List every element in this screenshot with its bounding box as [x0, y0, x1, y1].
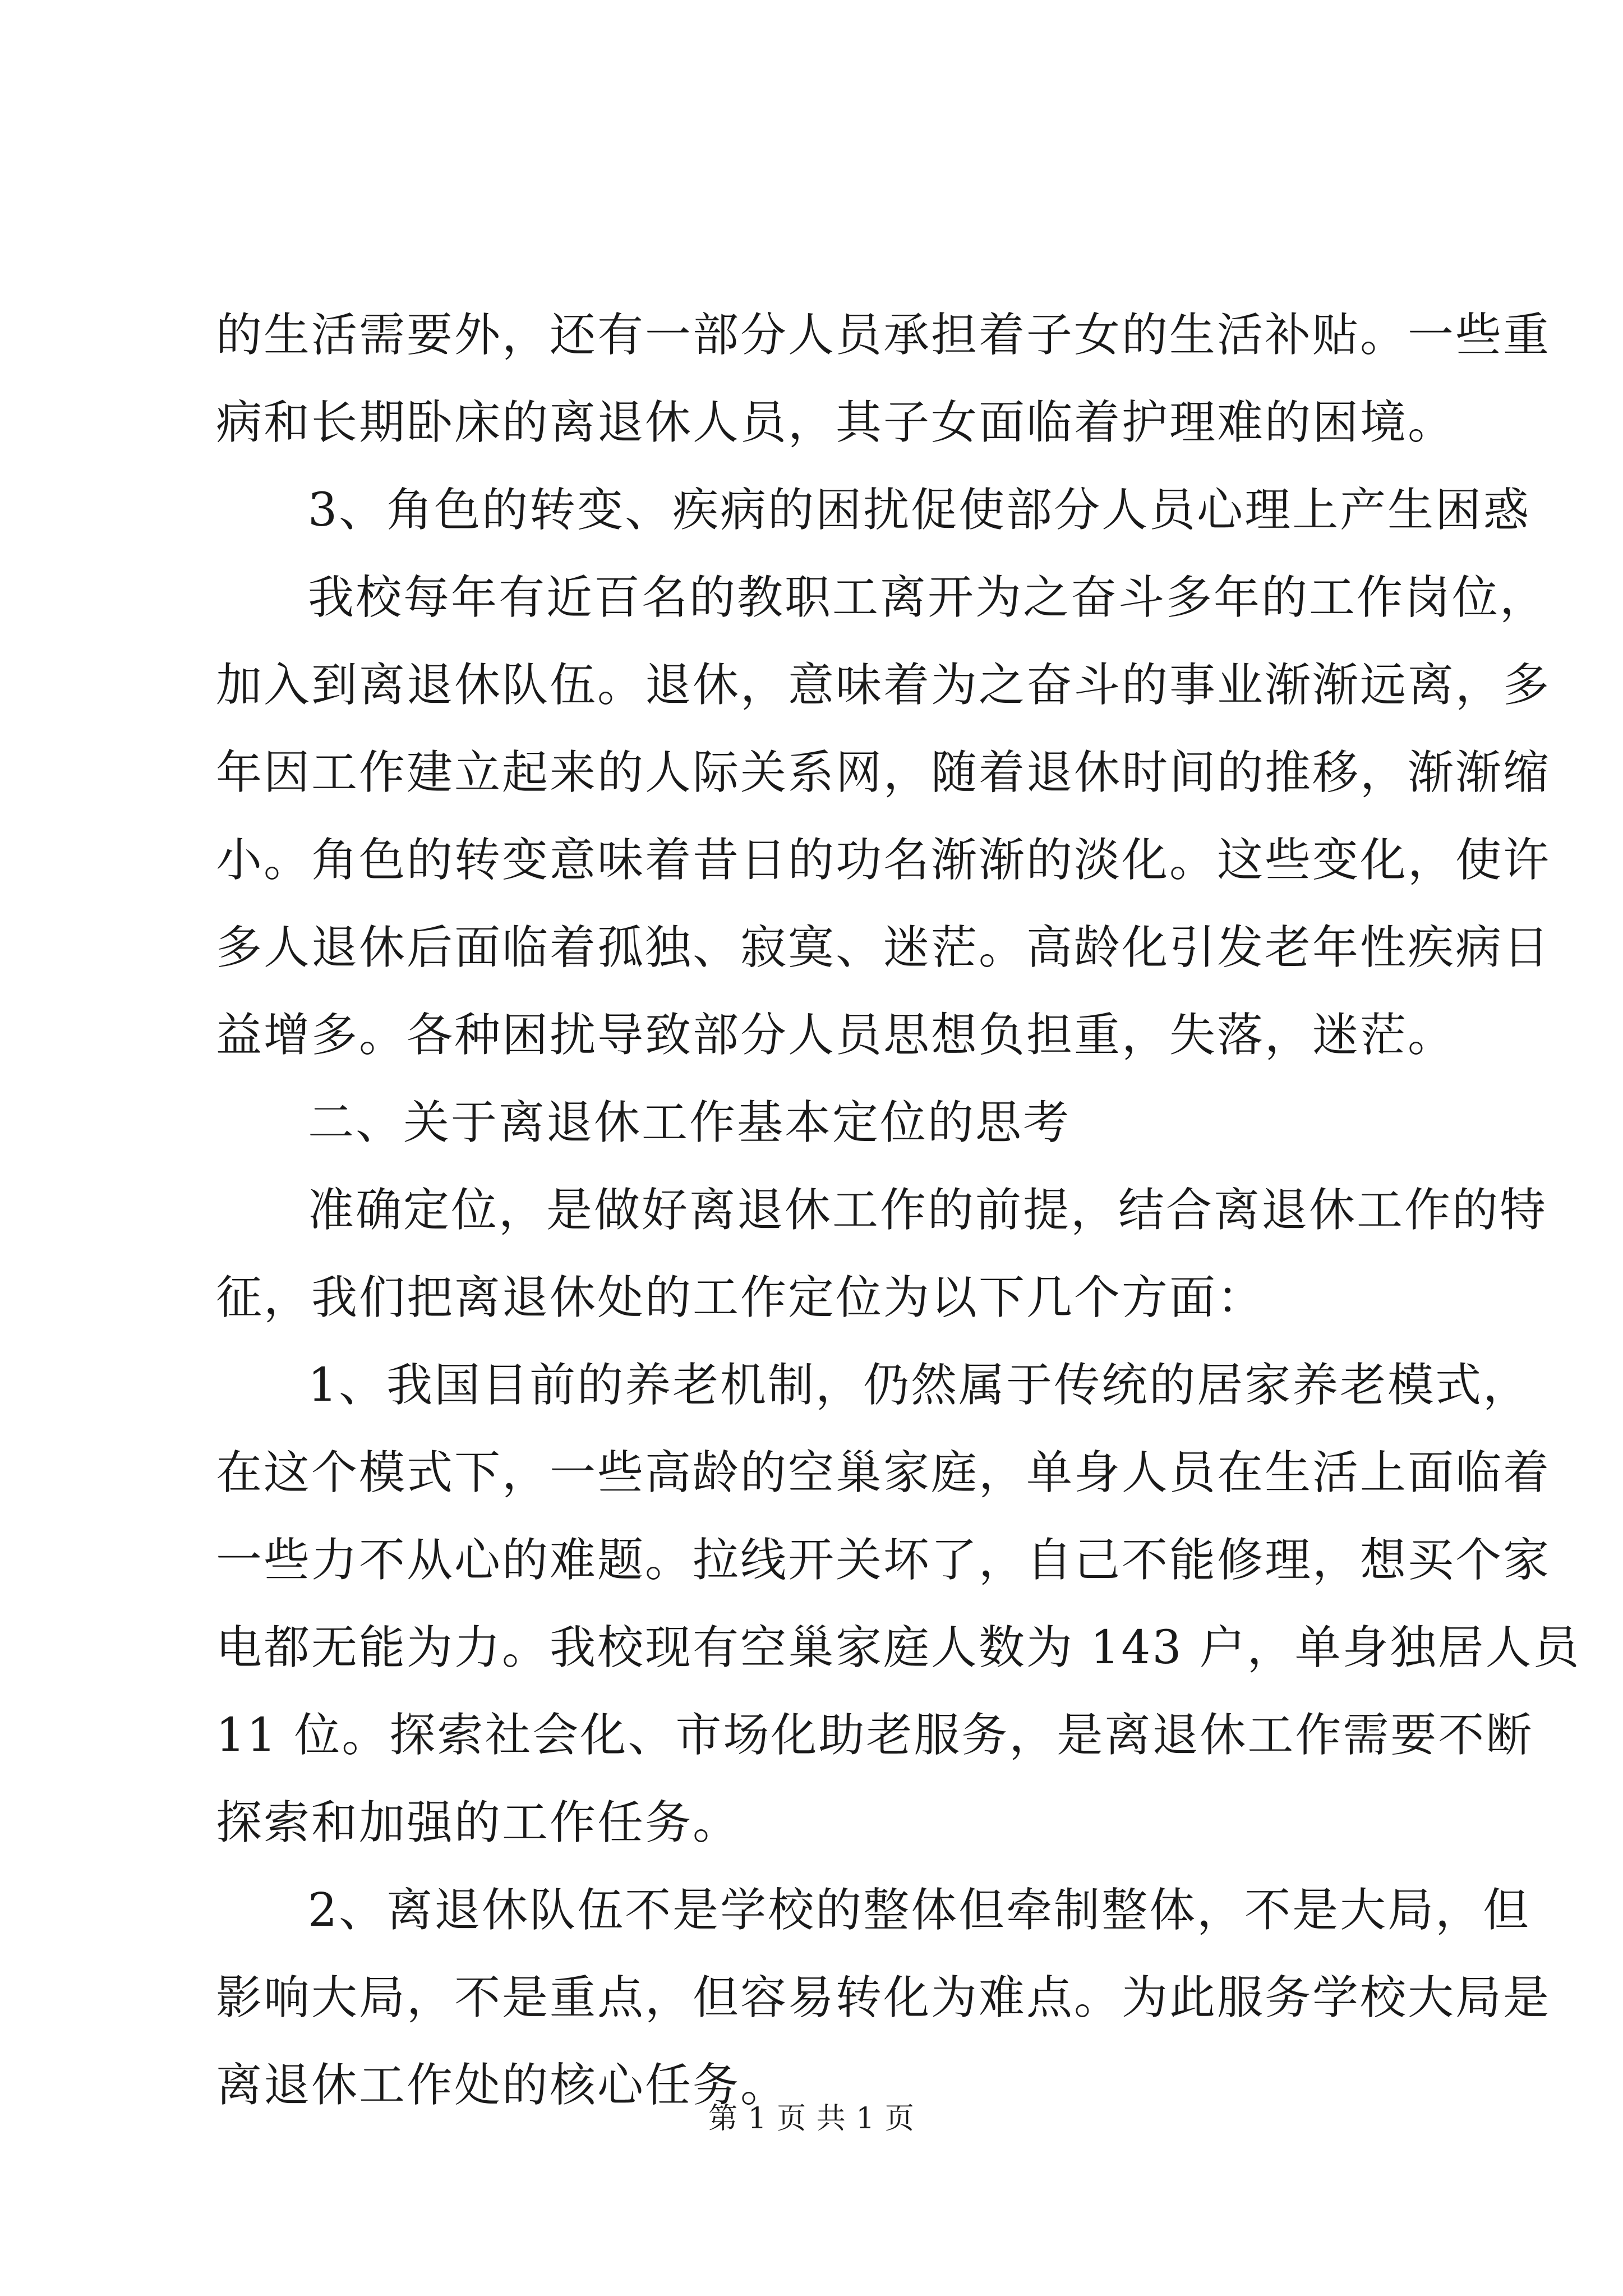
text-line: 一些力不从心的难题。拉线开关坏了，自己不能修理，想买个家	[216, 1534, 1551, 1587]
text-line: 加入到离退休队伍。退休，意味着为之奋斗的事业渐渐远离，多	[216, 659, 1551, 712]
text-line: 3、角色的转变、疾病的困扰促使部分人员心理上产生困惑	[308, 484, 1531, 537]
text-line: 离退休工作处的核心任务。	[216, 2059, 789, 2112]
text-line: 电都无能为力。我校现有空巢家庭人数为 143 户，单身独居人员	[216, 1621, 1581, 1674]
text-line: 在这个模式下，一些高龄的空巢家庭，单身人员在生活上面临着	[216, 1446, 1551, 1499]
text-line: 11 位。探索社会化、市场化助老服务，是离退休工作需要不断	[216, 1709, 1534, 1762]
text-line: 探索和加强的工作任务。	[216, 1796, 741, 1849]
text-line: 益增多。各种困扰导致部分人员思想负担重，失落，迷茫。	[216, 1009, 1456, 1062]
text-line: 我校每年有近百名的教职工离开为之奋斗多年的工作岗位，	[308, 571, 1548, 624]
text-line: 病和长期卧床的离退休人员，其子女面临着护理难的困境。	[216, 396, 1456, 449]
text-line: 影响大局，不是重点，但容易转化为难点。为此服务学校大局是	[216, 1971, 1551, 2024]
text-line: 小。角色的转变意味着昔日的功名渐渐的淡化。这些变化，使许	[216, 834, 1551, 887]
text-line: 二、关于离退休工作基本定位的思考	[308, 1096, 1071, 1149]
text-line: 年因工作建立起来的人际关系网，随着退休时间的推移，渐渐缩	[216, 746, 1551, 799]
text-line: 1、我国目前的养老机制，仍然属于传统的居家养老模式，	[308, 1359, 1531, 1412]
text-line: 多人退休后面临着孤独、寂寞、迷茫。高龄化引发老年性疾病日	[216, 921, 1551, 974]
document-body	[216, 292, 1581, 2129]
text-line: 的生活需要外，还有一部分人员承担着子女的生活补贴。一些重	[216, 309, 1551, 362]
text-line: 2、离退休队伍不是学校的整体但牵制整体，不是大局，但	[308, 1884, 1531, 1937]
text-line: 征，我们把离退休处的工作定位为以下几个方面：	[216, 1271, 1265, 1324]
text-line: 准确定位，是做好离退休工作的前提，结合离退休工作的特	[308, 1184, 1548, 1237]
page-footer: 第 1 页 共 1 页	[708, 2102, 915, 2136]
